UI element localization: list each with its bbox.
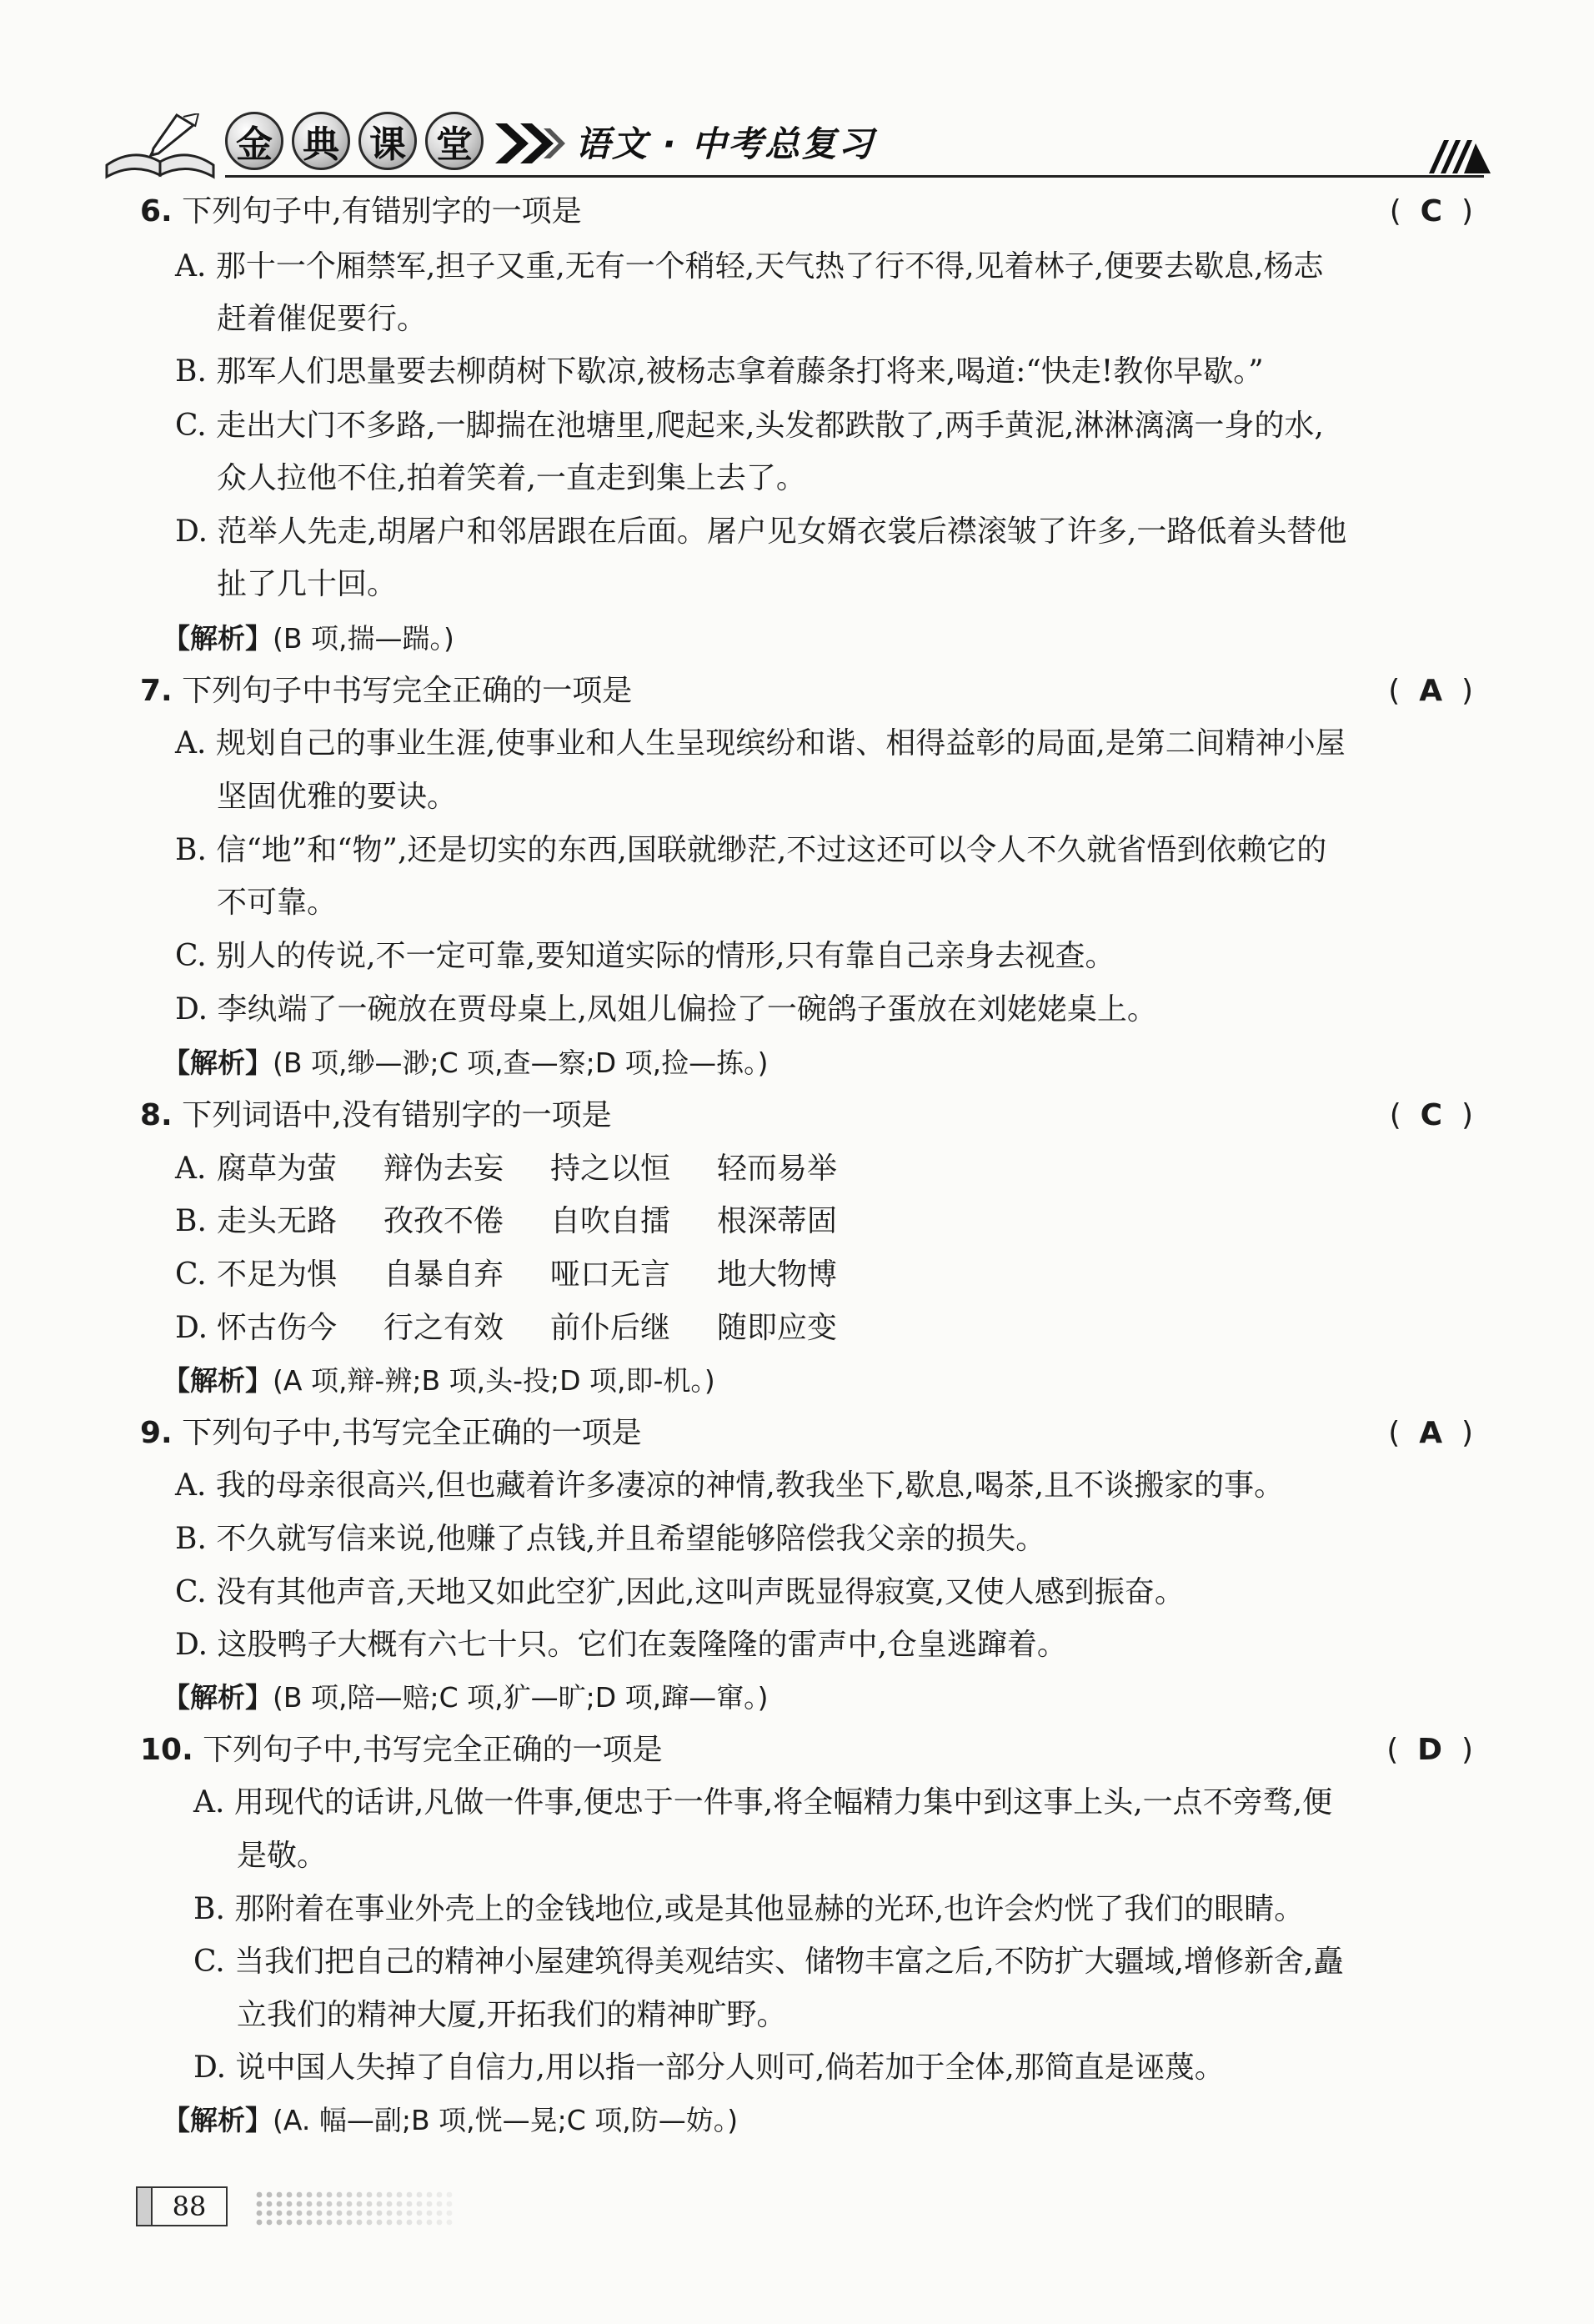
option-line: 赶着催促要行。 bbox=[217, 302, 428, 336]
answer-slot: ( D ) bbox=[1386, 1733, 1473, 1767]
option-line: 是敬。 bbox=[237, 1839, 328, 1873]
word-item: 前仆后继 bbox=[550, 1311, 671, 1345]
brand-char: 金 bbox=[225, 112, 283, 170]
page-number-tab bbox=[138, 2188, 153, 2225]
option-line: A. 我的母亲很高兴,但也藏着许多凄凉的神情,教我坐下,歇息,喝茶,且不谈搬家的事。 bbox=[175, 1468, 1285, 1503]
subject-title: 语文 · 中考总复习 bbox=[575, 123, 875, 164]
analysis-line: 【解析】(B 项,缈—渺;C 项,查—察;D 项,捡—拣。) bbox=[163, 1047, 769, 1079]
word-option-row bbox=[175, 1255, 884, 1295]
answer-slot: ( C ) bbox=[1389, 1098, 1473, 1132]
word-item: 行之有效 bbox=[383, 1311, 504, 1345]
word-item: 随即应变 bbox=[717, 1311, 838, 1345]
page-header bbox=[100, 98, 1484, 182]
word-item: 地大物博 bbox=[717, 1257, 838, 1292]
word-option-row bbox=[175, 1149, 884, 1189]
analysis-line: 【解析】(B 项,揣—踹。) bbox=[163, 622, 454, 655]
answer-slot: ( A ) bbox=[1388, 674, 1473, 708]
option-label: C. bbox=[175, 1257, 207, 1292]
option-line: C. 别人的传说,不一定可靠,要知道实际的情形,只有靠自己亲身去视查。 bbox=[175, 939, 1115, 973]
analysis-line: 【解析】(B 项,陪—赔;C 项,犷—旷;D 项,蹿—窜。) bbox=[163, 1681, 769, 1714]
page-number-box bbox=[136, 2186, 228, 2226]
analysis-line: 【解析】(A 项,辩-辨;B 项,头-投;D 项,即-机。) bbox=[163, 1364, 715, 1397]
option-line: C. 当我们把自己的精神小屋建筑得美观结实、储物丰富之后,不防扩大疆域,增修新舍,矗 bbox=[193, 1945, 1344, 1979]
question-stem: 6. 下列句子中,有错别字的一项是 bbox=[140, 194, 582, 228]
word-item: 持之以恒 bbox=[550, 1152, 671, 1186]
answer-slot: ( A ) bbox=[1388, 1416, 1473, 1450]
option-line: 坚固优雅的要诀。 bbox=[217, 780, 458, 814]
word-item: 辩伪去妄 bbox=[383, 1152, 504, 1186]
option-label: D. bbox=[175, 1311, 208, 1345]
option-label: A. bbox=[175, 1152, 207, 1186]
option-label: B. bbox=[175, 1204, 207, 1238]
double-chevron-icon bbox=[492, 120, 567, 167]
word-option-row bbox=[175, 1308, 884, 1348]
word-item: 轻而易举 bbox=[717, 1152, 838, 1186]
option-line: D. 说中国人失掉了自信力,用以指一部分人则可,倘若加于全体,那简直是诬蔑。 bbox=[193, 2050, 1225, 2085]
option-line: B. 那军人们思量要去柳荫树下歇凉,被杨志拿着藤条打将来,喝道:“快走!教你早歇。” bbox=[175, 354, 1264, 389]
question-stem: 10. 下列句子中,书写完全正确的一项是 bbox=[140, 1733, 663, 1767]
option-line: A. 那十一个厢禁军,担子又重,无有一个稍轻,天气热了行不得,见着林子,便要去歇息,杨志 bbox=[175, 249, 1324, 284]
question-stem: 7. 下列句子中书写完全正确的一项是 bbox=[140, 674, 633, 708]
option-line: D. 范举人先走,胡屠户和邻居跟在后面。屠户见女婿衣裳后襟滚皱了许多,一路低着头替他 bbox=[175, 514, 1347, 549]
option-line: C. 走出大门不多路,一脚揣在池塘里,爬起来,头发都跌散了,两手黄泥,淋淋漓漓一身的水, bbox=[175, 409, 1324, 443]
word-item: 根深蒂固 bbox=[717, 1204, 838, 1238]
option-line: 不可靠。 bbox=[217, 886, 338, 920]
option-line: B. 信“地”和“物”,还是切实的东西,国联就缈茫,不过这还可以令人不久就省悟到依赖它的 bbox=[175, 833, 1327, 867]
header-rule bbox=[225, 175, 1484, 178]
analysis-line: 【解析】(A. 幅—副;B 项,恍—晃;C 项,防—妨。) bbox=[163, 2104, 739, 2136]
word-item: 不足为惧 bbox=[217, 1257, 338, 1292]
option-line: A. 规划自己的事业生涯,使事业和人生呈现缤纷和谐、相得益彰的局面,是第二间精神小屋 bbox=[175, 726, 1346, 760]
option-line: D. 李纨端了一碗放在贾母桌上,凤姐儿偏捡了一碗鸽子蛋放在刘姥姥桌上。 bbox=[175, 992, 1157, 1026]
option-line: A. 用现代的话讲,凡做一件事,便忠于一件事,将全幅精力集中到这事上头,一点不旁骛,便 bbox=[193, 1785, 1333, 1820]
option-line: C. 没有其他声音,天地又如此空犷,因此,这叫声既显得寂寞,又使人感到振奋。 bbox=[175, 1575, 1185, 1609]
question-stem: 8. 下列词语中,没有错别字的一项是 bbox=[140, 1098, 612, 1132]
page-number: 88 bbox=[172, 2191, 207, 2222]
option-line: D. 这股鸭子大概有六七十只。它们在轰隆隆的雷声中,仓皇逃蹿着。 bbox=[175, 1628, 1067, 1662]
option-line: 立我们的精神大厦,开拓我们的精神旷野。 bbox=[237, 1998, 787, 2032]
word-item: 走头无路 bbox=[217, 1204, 338, 1238]
word-item: 腐草为萤 bbox=[217, 1152, 338, 1186]
answer-slot: ( C ) bbox=[1389, 194, 1473, 228]
brand-char: 典 bbox=[292, 112, 350, 170]
brand-char: 堂 bbox=[425, 112, 484, 170]
option-line: 众人拉他不住,拍着笑着,一直走到集上去了。 bbox=[217, 461, 806, 495]
slashes-decoration-icon bbox=[1426, 132, 1492, 175]
dot-pattern-decoration bbox=[254, 2190, 496, 2226]
question-stem: 9. 下列句子中,书写完全正确的一项是 bbox=[140, 1416, 642, 1450]
word-option-row bbox=[175, 1202, 884, 1242]
word-item: 自吹自擂 bbox=[550, 1204, 671, 1238]
option-line: 扯了几十回。 bbox=[217, 567, 398, 601]
option-line: B. 不久就写信来说,他赚了点钱,并且希望能够陪偿我父亲的损失。 bbox=[175, 1522, 1046, 1556]
brand-title bbox=[225, 112, 484, 170]
option-line: B. 那附着在事业外壳上的金钱地位,或是其他显赫的光环,也许会灼恍了我们的眼睛。 bbox=[193, 1892, 1305, 1926]
word-item: 自暴自弃 bbox=[383, 1257, 504, 1292]
word-item: 孜孜不倦 bbox=[383, 1204, 504, 1238]
word-item: 哑口无言 bbox=[550, 1257, 671, 1292]
open-book-pen-icon bbox=[100, 113, 225, 180]
word-item: 怀古伤今 bbox=[217, 1311, 338, 1345]
brand-char: 课 bbox=[358, 112, 417, 170]
